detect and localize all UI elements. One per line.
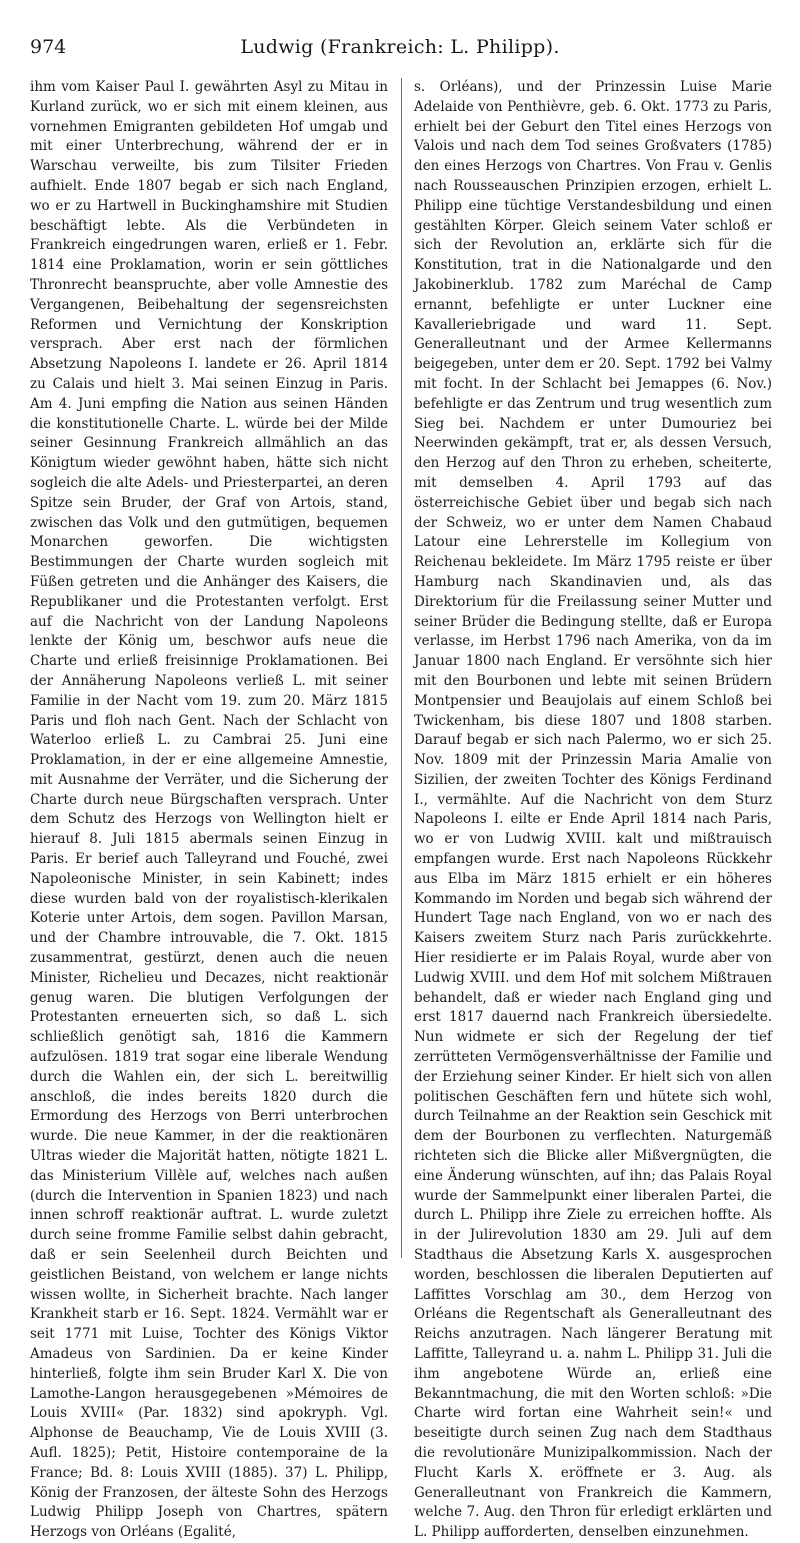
running-head: Ludwig (Frankreich: L. Philipp). <box>240 36 560 58</box>
text-columns <box>30 78 772 1541</box>
right-column <box>414 78 772 1541</box>
page-header <box>30 36 770 66</box>
left-column-text: ihm vom Kaiser Paul I. gewährten Asyl zu Mitau in Kurland zurück, wo er sich mit einem kleinen, aus vornehmen Emigranten gebildeten Hof umgab und mit einer Unterbrechung, während der er in Warschau verweilte, bis zum Tilsiter Frieden aufhielt. Ende 1807 begab er sich nach England, wo er zu Hartwell in Buckinghamshire mit Studien beschäftigt lebte. Als die Verbündeten in Frankreich eingedrungen waren, erließ er 1. Febr. 1814 eine Proklamation, worin er sein göttliches Thronrecht beanspruchte, aber volle Amnestie des Vergangenen, Beibehaltung der segensreichsten Reformen und Vernichtung der Konskription versprach. Aber erst nach der förmlichen Absetzung Napoleons I. landete er 26. April 1814 zu Calais und hielt 3. Mai seinen Einzug in Paris. Am 4. Juni empfing die Nation aus seinen Händen die konstitutionelle Charte. L. würde bei der Milde seiner Gesinnung Frankreich allmählich an das Königtum wieder gewöhnt haben, hätte sich nicht sogleich die alte Adels- und Priesterpartei, an deren Spitze sein Bruder, der Graf von Artois, stand, zwischen das Volk und den gutmütigen, bequemen Monarchen geworfen. Die wichtigsten Bestimmungen der Charte wurden sogleich mit Füßen getreten und die Anhänger des Kaisers, die Republikaner und die Protestanten verfolgt. Erst auf die Nachricht von der Landung Napoleons lenkte der König um, beschwor aufs neue die Charte und erließ freisinnige Proklamationen. Bei der Annäherung Napoleons verließ L. mit seiner Familie in der Nacht vom 19. zum 20. März 1815 Paris und floh nach Gent. Nach der Schlacht von Waterloo erließ L. zu Cambrai 25. Juni eine Proklamation, in der er eine allgemeine Amnestie, mit Ausnahme der Verräter, und die Sicherung der Charte durch neue Bürgschaften versprach. Unter dem Schutz des Herzogs von Wellington hielt er hierauf 8. Juli 1815 abermals seinen Einzug in Paris. Er berief auch Talleyrand und Fouché, zwei Napoleonische Minister, in sein Kabinett; indes diese wurden bald von der royalistisch-klerikalen Koterie unter Artois, dem sogen. Pavillon Marsan, und der Chambre introuvable, die 7. Okt. 1815 zusammentrat, gestürzt, denen auch die neuen Minister, Richelieu und Decazes, nicht reaktionär genug waren. Die blutigen Verfolgungen der Protestanten erneuerten sich, so daß L. sich schließlich genötigt sah, 1816 die Kammern aufzulösen. 1819 trat sogar eine liberale Wendung durch die Wahlen ein, der sich L. bereitwillig anschloß, die indes bereits 1820 durch die Ermordung des Herzogs von Berri unterbrochen wurde. Die neue Kammer, in der die reaktionären Ultras wieder die Majorität hatten, nötigte 1821 L. das Ministerium Villèle auf, welches nach außen (durch die Intervention in Spanien 1823) und nach innen schroff reaktionär auftrat. L. wurde zuletzt durch seine fromme Familie selbst dahin gebracht, daß er sein Seelenheil durch Beichten und geistlichen Beistand, von welchem er lange nichts wissen wollte, in Sicherheit brachte. Nach langer Krankheit starb er 16. Sept. 1824. Vermählt war er seit 1771 mit Luise, Tochter des Königs Viktor Amadeus von Sardinien. Da er keine Kinder hinterließ, folgte ihm sein Bruder Karl X. Die von Lamothe-Langon herausgegebenen »Mémoires de Louis XVIII« (Par. 1832) sind apokryph. Vgl. Alphonse de Beauchamp, Vie de Louis XVIII (3. Aufl. 1825); Petit, Histoire contemporaine de la France; Bd. 8: Louis XVIII (1885). 37) L. Philipp, König der Franzosen, der älteste Sohn des Herzogs Ludwig Philipp Joseph von Chartres, spätern Herzogs von Orléans (Egalité, <box>30 79 388 1541</box>
page-number: 974 <box>30 36 67 58</box>
left-column <box>30 78 388 1541</box>
right-column-text: s. Orléans), und der Prinzessin Luise Marie Adelaide von Penthièvre, geb. 6. Okt. 1773 zu Paris, erhielt bei der Geburt den Titel eines Herzogs von Valois und nach dem Tod seines Großvaters (1785) den eines Herzogs von Chartres. Von Frau v. Genlis nach Rousseauschen Prinzipien erzogen, erhielt L. Philipp eine tüchtige Verstandesbildung und einen gestählten Körper. Gleich seinem Vater schloß er sich der Revolution an, erklärte sich für die Konstitution, trat in die Nationalgarde und den Jakobinerklub. 1782 zum Maréchal de Camp ernannt, befehligte er unter Luckner eine Kavalleriebrigade und ward 11. Sept. Generalleutnant und der Armee Kellermanns beigegeben, unter dem er 20. Sept. 1792 bei Valmy mit focht. In der Schlacht bei Jemappes (6. Nov.) befehligte er das Zentrum und trug wesentlich zum Sieg bei. Nachdem er unter Dumouriez bei Neerwinden gekämpft, trat er, als dessen Versuch, den Herzog auf den Thron zu erheben, scheiterte, mit demselben 4. April 1793 auf das österreichische Gebiet über und begab sich nach der Schweiz, wo er unter dem Namen Chabaud Latour eine Lehrerstelle im Kollegium von Reichenau bekleidete. Im März 1795 reiste er über Hamburg nach Skandinavien und, als das Direktorium für die Freilassung seiner Mutter und seiner Brüder die Bedingung stellte, daß er Europa verlasse, im Herbst 1796 nach Amerika, von da im Januar 1800 nach England. Er versöhnte sich hier mit den Bourbonen und lebte mit seinen Brüdern Montpensier und Beaujolais auf einem Schloß bei Twickenham, bis diese 1807 und 1808 starben. Darauf begab er sich nach Palermo, wo er sich 25. Nov. 1809 mit der Prinzessin Maria Amalie von Sizilien, der zweiten Tochter des Königs Ferdinand I., vermählte. Auf die Nachricht von dem Sturz Napoleons I. eilte er Ende April 1814 nach Paris, wo er von Ludwig XVIII. kalt und mißtrauisch empfangen wurde. Erst nach Napoleons Rückkehr aus Elba im März 1815 erhielt er ein höheres Kommando im Norden und begab sich während der Hundert Tage nach England, von wo er nach des Kaisers zweitem Sturz nach Paris zurückkehrte. Hier residierte er im Palais Royal, wurde aber von Ludwig XVIII. und dem Hof mit solchem Mißtrauen behandelt, daß er wieder nach England ging und erst 1817 dauernd nach Frankreich übersiedelte. Nun widmete er sich der Regelung der tief zerrütteten Vermögensverhältnisse der Familie und der Erziehung seiner Kinder. Er hielt sich von allen politischen Geschäften fern und hütete sich wohl, durch Teilnahme an der Reaktion sein Geschick mit dem der Bourbonen zu verflechten. Naturgemäß richteten sich die Blicke aller Mißvergnügten, die eine Änderung wünschten, auf ihn; das Palais Royal wurde der Sammelpunkt einer liberalen Partei, die durch L. Philipp ihre Ziele zu erreichen hoffte. Als in der Julirevolution 1830 am 29. Juli auf dem Stadthaus die Absetzung Karls X. ausgesprochen worden, beschlossen die liberalen Deputierten auf Laffittes Vorschlag am 30., dem Herzog von Orléans die Regentschaft als Generalleutnant des Reichs anzutragen. Nach längerer Beratung mit Laffitte, Talleyrand u. a. nahm L. Philipp 31. Juli die ihm angebotene Würde an, erließ eine Bekanntmachung, die mit den Worten schloß: »Die Charte wird fortan eine Wahrheit sein!« und beseitigte durch seinen Zug nach dem Stadthaus die revolutionäre Munizipalkommission. Nach der Flucht Karls X. eröffnete er 3. Aug. als Generalleutnant von Frankreich die Kammern, welche 7. Aug. den Thron für erledigt erklärten und L. Philipp aufforderten, denselben einzunehmen. <box>414 79 772 1541</box>
column-divider <box>401 78 402 1258</box>
